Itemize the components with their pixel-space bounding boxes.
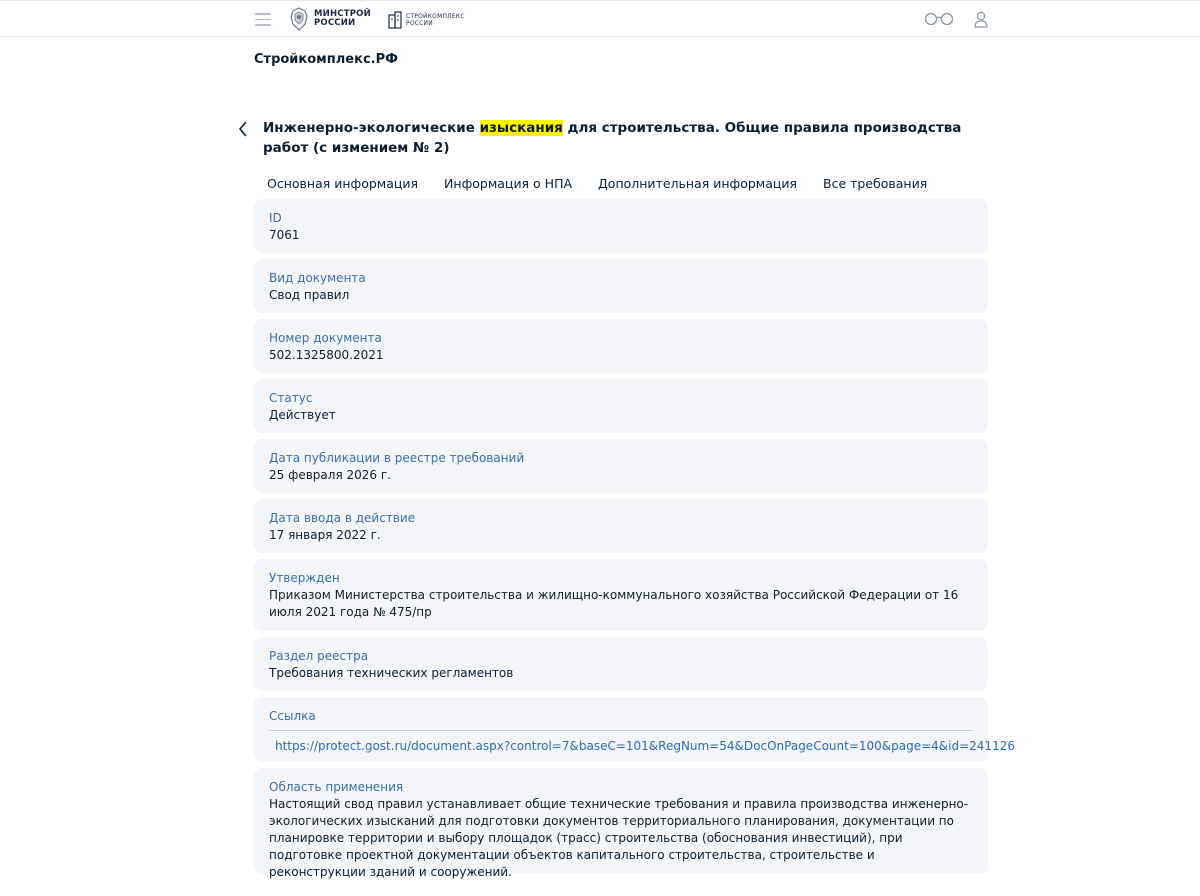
field-card-doc-type [254,259,988,313]
glasses-icon[interactable] [924,12,954,26]
field-value: 502.1325800.2021 [269,348,384,362]
ministry-logo-line2: РОССИИ [314,18,356,28]
field-card-effective-date [254,499,988,553]
menu-icon[interactable] [255,13,271,26]
field-label: Номер документа [269,331,382,345]
ministry-logo-text [314,10,371,28]
user-icon[interactable] [973,11,989,28]
field-card-doc-number [254,319,988,373]
field-label: Раздел реестра [269,649,369,663]
stroykompleks-logo[interactable] [388,11,465,29]
ministry-logo[interactable] [288,6,371,32]
building-icon [388,11,402,29]
field-card-registry-section [254,637,988,691]
field-value: 25 февраля 2026 г. [269,468,391,482]
title-part-after: для строительства. Общие правила производства работ (с измением № 2) [263,120,962,156]
tab-additional-info[interactable]: Дополнительная информация [598,176,798,191]
field-label: Утвержден [269,571,340,585]
title-highlight: изыскания [479,120,563,136]
field-card-id [254,199,988,253]
top-navigation-bar [0,0,1200,37]
title-part-before: Инженерно-экологические [263,120,480,136]
field-label: Статус [269,391,313,405]
emblem-icon [288,6,310,32]
site-title[interactable]: Стройкомплекс.РФ [254,52,399,67]
document-link[interactable] [269,730,1015,753]
stroy-logo-line2: РОССИИ [406,20,433,27]
document-link-text[interactable]: https://protect.gost.ru/document.aspx?control=7&baseC=101&RegNum=54&DocOnPageCount=100&page=4&id=241126 [275,739,1015,753]
stroykompleks-logo-text [406,13,465,27]
field-label: Ссылка [269,709,316,723]
field-label: Дата ввода в действие [269,511,416,525]
field-value: Настоящий свод правил устанавливает общие технические требования и правила производства инженерно-экологических изысканий для подготовки документов территориального планирования, документации по планировке территории и выбору площадок (трасс) строительства (обоснования инвестиций), при подготовке проектной документации объектов капитального строительства, строительстве и реконструкции зданий и сооружений. [269,797,969,879]
tab-main-info[interactable]: Основная информация [267,176,419,191]
field-value: 17 января 2022 г. [269,528,381,542]
field-value: Требования технических регламентов [269,666,514,680]
tab-npa-info[interactable]: Информация о НПА [444,176,573,191]
field-card-status [254,379,988,433]
field-value: Приказом Министерства строительства и жилищно-коммунального хозяйства Российской Федерации от 16 июля 2021 года № 475/пр [269,588,959,619]
tab-bar [254,174,940,194]
field-card-scope [254,768,988,879]
back-arrow-icon[interactable] [236,120,250,138]
document-title [263,118,993,158]
stroy-logo-line1: СТРОЙКОМПЛЕКС [406,13,465,20]
tab-all-requirements[interactable]: Все требования [823,176,928,191]
field-value: 7061 [269,228,300,242]
field-label: Область применения [269,780,404,794]
field-label: Дата публикации в реестре требований [269,451,525,465]
field-card-publication-date [254,439,988,493]
field-value: Действует [269,408,336,422]
ministry-logo-line1: МИНСТРОЙ [314,9,371,19]
field-label: Вид документа [269,271,366,285]
field-card-link [254,697,1015,762]
field-label: ID [269,211,282,225]
field-value: Свод правил [269,288,350,302]
field-card-approved [254,559,988,631]
